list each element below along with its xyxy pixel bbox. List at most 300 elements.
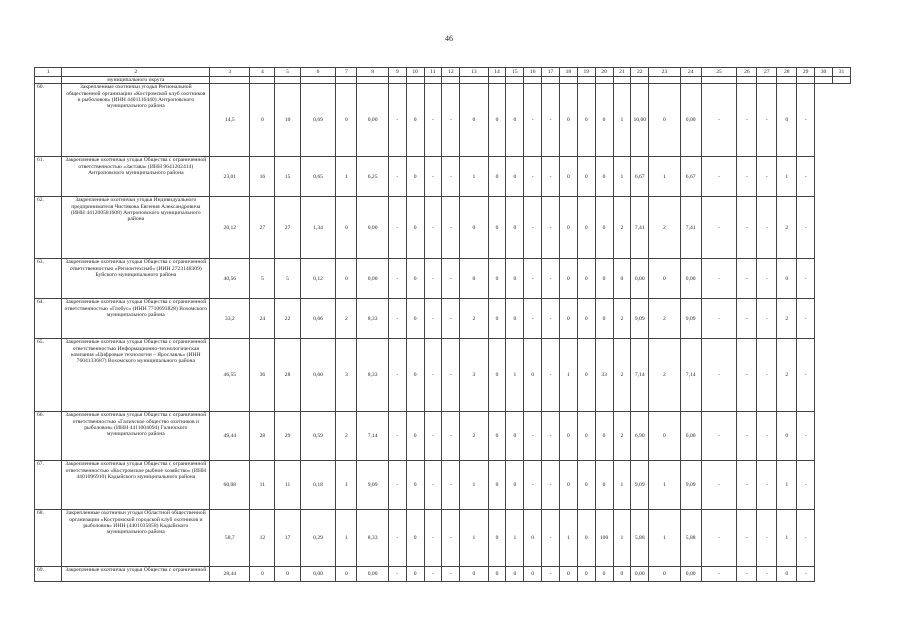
table-cell: 20,12: [210, 197, 250, 259]
table-cell: 0,00: [357, 567, 389, 582]
table-cell: 0: [649, 412, 681, 461]
table-cell: 1: [559, 339, 577, 412]
table-cell: 0: [275, 567, 300, 582]
column-number: 31: [832, 68, 850, 77]
table-cell: 1: [506, 510, 524, 567]
table-cell: 0: [595, 461, 613, 510]
table-cell: 0: [460, 197, 488, 259]
table-row: [35, 259, 851, 299]
column-number: 16: [524, 68, 542, 77]
table-cell: 11: [250, 461, 275, 510]
table-cell: -: [797, 339, 815, 412]
table-cell: 0: [559, 259, 577, 299]
table-cell: 0: [559, 461, 577, 510]
table-cell: -: [442, 339, 460, 412]
hunting-ground-name: Закрепленные охотничьи угодья Общества с ограниченной ответственностью Информационно-технологическая компания «Цифровые технологии – Ярославль» (ИНН 7604133687) Вохомского муниципального района: [62, 339, 210, 412]
table-cell: 29: [275, 412, 300, 461]
table-cell: 11: [275, 461, 300, 510]
table-cell: 14,5: [210, 84, 250, 157]
table-cell: 0: [488, 299, 506, 339]
hunting-ground-name: Закрепленные охотничьи угодья Общества с ограниченной ответственностью «Застава» (ИНН 9641202414) Антроповского муниципального района: [62, 157, 210, 197]
column-number: 22: [631, 68, 649, 77]
table-cell: -: [701, 510, 737, 567]
table-cell: 1: [649, 461, 681, 510]
table-cell: 0: [250, 84, 275, 157]
table-cell: -: [442, 197, 460, 259]
table-cell: [757, 77, 777, 84]
table-cell: 16: [250, 157, 275, 197]
hunting-ground-name: Закрепленные охотничьи угодья Региональной общественной организации «Костромской клуб охотников и рыболовов» (ИНН 4401116440) Антроповского муниципального района: [62, 84, 210, 157]
table-cell: -: [737, 299, 757, 339]
column-number: 5: [275, 68, 300, 77]
table-row: [35, 84, 851, 157]
table-cell: -: [424, 299, 442, 339]
table-cell: -: [701, 197, 737, 259]
table-cell: -: [388, 84, 406, 157]
table-cell: -: [797, 299, 815, 339]
table-cell: 0,60: [300, 339, 336, 412]
table-cell: 0: [336, 197, 357, 259]
table-cell: 0,00: [680, 567, 701, 582]
table-cell: 0: [595, 157, 613, 197]
table-cell: [559, 77, 577, 84]
table-cell: 2: [777, 339, 797, 412]
table-cell: -: [757, 567, 777, 582]
column-number: 30: [815, 68, 833, 77]
hunting-ground-name: Закрепленные охотничьи угодья Общества с ограниченной ответственностью «Глобус» (ИНН 7710693828) Вохомского муниципального района: [62, 299, 210, 339]
table-cell: -: [524, 412, 542, 461]
table-cell: 3: [460, 339, 488, 412]
table-cell: 0: [406, 157, 424, 197]
table-cell: 0,00: [680, 259, 701, 299]
table-cell: 0: [506, 197, 524, 259]
table-cell: -: [701, 299, 737, 339]
row-number: 61.: [35, 157, 62, 197]
table-cell: [613, 77, 631, 84]
table-cell: 0: [577, 259, 595, 299]
table-cell: 0: [406, 339, 424, 412]
table-cell: [701, 77, 737, 84]
table-cell: -: [542, 259, 560, 299]
table-cell: -: [442, 259, 460, 299]
table-cell: 9,09: [680, 461, 701, 510]
table-cell: -: [424, 461, 442, 510]
table-cell: 0: [336, 84, 357, 157]
table-cell: [300, 77, 336, 84]
table-cell: [388, 77, 406, 84]
column-number: 21: [613, 68, 631, 77]
table-cell: 1: [613, 510, 631, 567]
table-cell: 2: [336, 299, 357, 339]
table-row: [35, 157, 851, 197]
column-number: 3: [210, 68, 250, 77]
table-cell: 23,01: [210, 157, 250, 197]
table-cell: -: [797, 157, 815, 197]
table-cell: 9,09: [631, 299, 649, 339]
table-cell: 0: [336, 259, 357, 299]
column-number: 2: [62, 68, 210, 77]
table-cell: 0: [250, 567, 275, 582]
table-cell: -: [424, 567, 442, 582]
table-cell: 1: [559, 510, 577, 567]
table-cell: 0: [488, 84, 506, 157]
table-cell: -: [701, 339, 737, 412]
table-cell: -: [424, 84, 442, 157]
row-number: 67.: [35, 461, 62, 510]
table-cell: -: [388, 339, 406, 412]
column-number: 23: [649, 68, 681, 77]
table-cell: 1: [460, 157, 488, 197]
table-cell: -: [797, 567, 815, 582]
table-cell: 0: [577, 84, 595, 157]
table-cell: 28: [275, 339, 300, 412]
table-cell: 0: [777, 84, 797, 157]
table-cell: 0: [506, 567, 524, 582]
table-cell: 27: [275, 197, 300, 259]
column-number: 28: [777, 68, 797, 77]
table-cell: 0,00: [631, 567, 649, 582]
hunting-ground-name: Закрепленные охотничьи угодья Общества с ограниченной ответственностью «Регионтехснаб» (ИНН 2723148309) Буйского муниципального района: [62, 259, 210, 299]
table-cell: 7,14: [631, 339, 649, 412]
table-cell: 0: [559, 197, 577, 259]
table-cell: 6,25: [357, 157, 389, 197]
table-cell: 49,44: [210, 412, 250, 461]
table-cell: 0: [524, 567, 542, 582]
table-cell: 0: [595, 412, 613, 461]
table-cell: 0,65: [300, 157, 336, 197]
table-cell: 0: [577, 339, 595, 412]
table-cell: -: [757, 299, 777, 339]
table-cell: 0: [595, 259, 613, 299]
table-cell: -: [388, 299, 406, 339]
table-cell: [832, 77, 850, 84]
table-cell: 7,41: [680, 197, 701, 259]
table-cell: 0: [488, 510, 506, 567]
table-cell: 0: [595, 84, 613, 157]
table-row: [35, 461, 851, 510]
hunting-ground-name: Закрепленные охотничьи угодья Общества с ограниченной ответственностью «Костромское рыбное хозяйство» (ИНН 4401096910) Кадыйского муниципального района: [62, 461, 210, 510]
table-cell: -: [757, 461, 777, 510]
continuation-text: муниципального округа: [62, 77, 210, 84]
table-cell: -: [737, 259, 757, 299]
table-cell: -: [424, 412, 442, 461]
table-cell: -: [542, 84, 560, 157]
table-cell: 36: [250, 339, 275, 412]
table-cell: -: [524, 461, 542, 510]
table-cell: -: [388, 567, 406, 582]
table-cell: 2: [649, 299, 681, 339]
table-cell: 0,00: [680, 412, 701, 461]
table-cell: -: [737, 461, 757, 510]
table-row: [35, 412, 851, 461]
table-cell: -: [442, 461, 460, 510]
table-cell: 40,56: [210, 259, 250, 299]
table-cell: 6,67: [631, 157, 649, 197]
table-cell: -: [757, 157, 777, 197]
table-cell: 0: [488, 567, 506, 582]
column-number: 27: [757, 68, 777, 77]
table-cell: 0: [506, 461, 524, 510]
table-cell: -: [388, 197, 406, 259]
table-cell: -: [757, 84, 777, 157]
table-cell: -: [701, 84, 737, 157]
column-number: 1: [35, 68, 62, 77]
table-cell: 5,88: [631, 510, 649, 567]
table-cell: 0: [406, 299, 424, 339]
table-cell: -: [542, 412, 560, 461]
table-cell: -: [797, 412, 815, 461]
table-cell: -: [542, 299, 560, 339]
page-number: 46: [445, 34, 453, 43]
table-cell: -: [701, 157, 737, 197]
table-cell: 60,08: [210, 461, 250, 510]
table-cell: 0: [488, 412, 506, 461]
table-cell: 2: [336, 412, 357, 461]
table-row: [35, 567, 851, 582]
table-cell: 28: [250, 412, 275, 461]
table-cell: 10,00: [631, 84, 649, 157]
table-cell: [460, 77, 488, 84]
table-cell: 12: [250, 510, 275, 567]
table-cell: [595, 77, 613, 84]
table-cell: [488, 77, 506, 84]
table-cell: 0: [577, 299, 595, 339]
table-cell: 1: [460, 510, 488, 567]
table-cell: 0,00: [680, 84, 701, 157]
table-cell: 0: [577, 412, 595, 461]
table-cell: 58,7: [210, 510, 250, 567]
table-cell: 9,09: [357, 461, 389, 510]
table-cell: 17: [275, 510, 300, 567]
table-cell: [357, 77, 389, 84]
table-cell: 0: [577, 461, 595, 510]
table-cell: 0: [777, 412, 797, 461]
table-cell: 0: [506, 157, 524, 197]
table-cell: [250, 77, 275, 84]
table-cell: 1: [649, 157, 681, 197]
table-cell: -: [524, 259, 542, 299]
table-cell: 10: [275, 84, 300, 157]
table-cell: 0: [406, 510, 424, 567]
table-cell: -: [757, 197, 777, 259]
table-cell: [577, 77, 595, 84]
table-cell: 0: [406, 259, 424, 299]
table-cell: 7,41: [631, 197, 649, 259]
column-number: 7: [336, 68, 357, 77]
table-cell: -: [388, 510, 406, 567]
table-cell: 0: [559, 84, 577, 157]
table-cell: 0,00: [357, 259, 389, 299]
table-cell: 6,67: [680, 157, 701, 197]
table-cell: 0: [406, 197, 424, 259]
table-cell: -: [442, 412, 460, 461]
table-cell: -: [388, 259, 406, 299]
table-cell: 0: [559, 567, 577, 582]
column-number: 17: [542, 68, 560, 77]
table-cell: 0: [524, 339, 542, 412]
table-cell: 1: [613, 157, 631, 197]
column-number: 24: [680, 68, 701, 77]
table-cell: 22: [275, 299, 300, 339]
table-cell: 1,34: [300, 197, 336, 259]
table-cell: 0: [595, 299, 613, 339]
column-number: 15: [506, 68, 524, 77]
table-cell: [442, 77, 460, 84]
table-cell: 1: [336, 157, 357, 197]
table-cell: [737, 77, 757, 84]
table-cell: 0: [506, 299, 524, 339]
table-cell: 0: [488, 461, 506, 510]
table-row: [35, 197, 851, 259]
table-cell: -: [737, 567, 757, 582]
table-cell: 28,44: [210, 567, 250, 582]
column-number: 20: [595, 68, 613, 77]
table-cell: 0: [406, 461, 424, 510]
table-cell: -: [542, 339, 560, 412]
table-cell: 1: [649, 510, 681, 567]
table-cell: [649, 77, 681, 84]
table-cell: 0: [488, 197, 506, 259]
column-number: 6: [300, 68, 336, 77]
table-cell: 7,14: [357, 412, 389, 461]
table-cell: -: [797, 461, 815, 510]
table-cell: [680, 77, 701, 84]
table-cell: 0: [577, 510, 595, 567]
table-row: [35, 299, 851, 339]
table-cell: -: [737, 412, 757, 461]
table-cell: -: [442, 84, 460, 157]
table-cell: [542, 77, 560, 84]
table-cell: 8,33: [357, 299, 389, 339]
table-cell: -: [757, 510, 777, 567]
table-cell: 0,00: [300, 567, 336, 582]
table-cell: -: [442, 299, 460, 339]
table-cell: 9,09: [631, 461, 649, 510]
table-cell: 1: [506, 339, 524, 412]
table-cell: 6,90: [631, 412, 649, 461]
column-number: 19: [577, 68, 595, 77]
column-number: 13: [460, 68, 488, 77]
table-cell: 3: [336, 339, 357, 412]
table-cell: 0: [488, 259, 506, 299]
table-cell: -: [797, 197, 815, 259]
table-cell: -: [524, 197, 542, 259]
table-cell: -: [388, 412, 406, 461]
table-cell: 1: [777, 461, 797, 510]
table-cell: 2: [613, 339, 631, 412]
column-number: 18: [559, 68, 577, 77]
table-cell: 7,14: [680, 339, 701, 412]
table-cell: 0: [506, 84, 524, 157]
table-cell: 1: [777, 157, 797, 197]
table-cell: 5: [275, 259, 300, 299]
table-cell: -: [737, 510, 757, 567]
table-cell: 33: [595, 339, 613, 412]
table-cell: 2: [460, 412, 488, 461]
table-cell: 0: [460, 84, 488, 157]
table-cell: -: [524, 84, 542, 157]
table-cell: [336, 77, 357, 84]
table-cell: -: [797, 259, 815, 299]
table-cell: [524, 77, 542, 84]
table-cell: -: [388, 461, 406, 510]
table-cell: 0,12: [300, 259, 336, 299]
table-cell: 0,18: [300, 461, 336, 510]
table-cell: -: [737, 339, 757, 412]
table-cell: 0: [460, 259, 488, 299]
table-cell: -: [701, 461, 737, 510]
table-cell: 0: [649, 567, 681, 582]
table-cell: 0: [406, 567, 424, 582]
table-cell: 2: [613, 299, 631, 339]
continuation-row: [35, 77, 851, 84]
column-number: 26: [737, 68, 757, 77]
table-cell: 2: [613, 197, 631, 259]
table-cell: 1: [336, 510, 357, 567]
column-number-row: [35, 68, 851, 77]
table-cell: 0: [577, 197, 595, 259]
table-cell: 0,00: [357, 84, 389, 157]
table-cell: -: [542, 461, 560, 510]
table-cell: -: [424, 339, 442, 412]
table-cell: 0,69: [300, 84, 336, 157]
table-cell: 5,88: [680, 510, 701, 567]
table-cell: 0: [506, 412, 524, 461]
table-cell: -: [737, 84, 757, 157]
table-cell: 0: [506, 259, 524, 299]
table-cell: [424, 77, 442, 84]
table-cell: 0,00: [631, 259, 649, 299]
table-cell: [815, 77, 833, 84]
table-cell: -: [797, 510, 815, 567]
table-cell: 100: [595, 510, 613, 567]
table-cell: -: [542, 510, 560, 567]
table-cell: -: [424, 197, 442, 259]
table-cell: 2: [777, 299, 797, 339]
table-cell: 1: [336, 461, 357, 510]
table-cell: 0: [613, 259, 631, 299]
column-number: 14: [488, 68, 506, 77]
row-number: 60.: [35, 84, 62, 157]
column-number: 29: [797, 68, 815, 77]
row-number: 63.: [35, 259, 62, 299]
table-cell: 33,2: [210, 299, 250, 339]
table-cell: -: [442, 157, 460, 197]
table-cell: 0: [777, 567, 797, 582]
table-cell: 9,09: [680, 299, 701, 339]
column-number: 10: [406, 68, 424, 77]
table-cell: 0: [777, 259, 797, 299]
row-number: 68.: [35, 510, 62, 567]
table-cell: 1: [460, 461, 488, 510]
row-number: 64.: [35, 299, 62, 339]
column-number: 11: [424, 68, 442, 77]
table-cell: -: [442, 510, 460, 567]
table-cell: -: [424, 510, 442, 567]
hunting-ground-name: Закрепленные охотничьи угодья Общества с ограниченной ответственностью «Галичское общество охотников и рыболовов» (ИНН 4411004094) Галичского муниципального района: [62, 412, 210, 461]
table-cell: 15: [275, 157, 300, 197]
table-cell: [797, 77, 815, 84]
table-cell: 0,66: [300, 299, 336, 339]
table-cell: 27: [250, 197, 275, 259]
table-cell: -: [524, 299, 542, 339]
table-cell: -: [388, 157, 406, 197]
table-cell: 0: [577, 567, 595, 582]
table-cell: [35, 77, 62, 84]
hunting-ground-name: Закрепленные охотничьи угодья Областной общественной организации «Костромской городской клуб охотников и рыболовов» ИНН (4401035858) Кадыйского муниципального района: [62, 510, 210, 567]
row-number: 62.: [35, 197, 62, 259]
table-cell: 46,55: [210, 339, 250, 412]
